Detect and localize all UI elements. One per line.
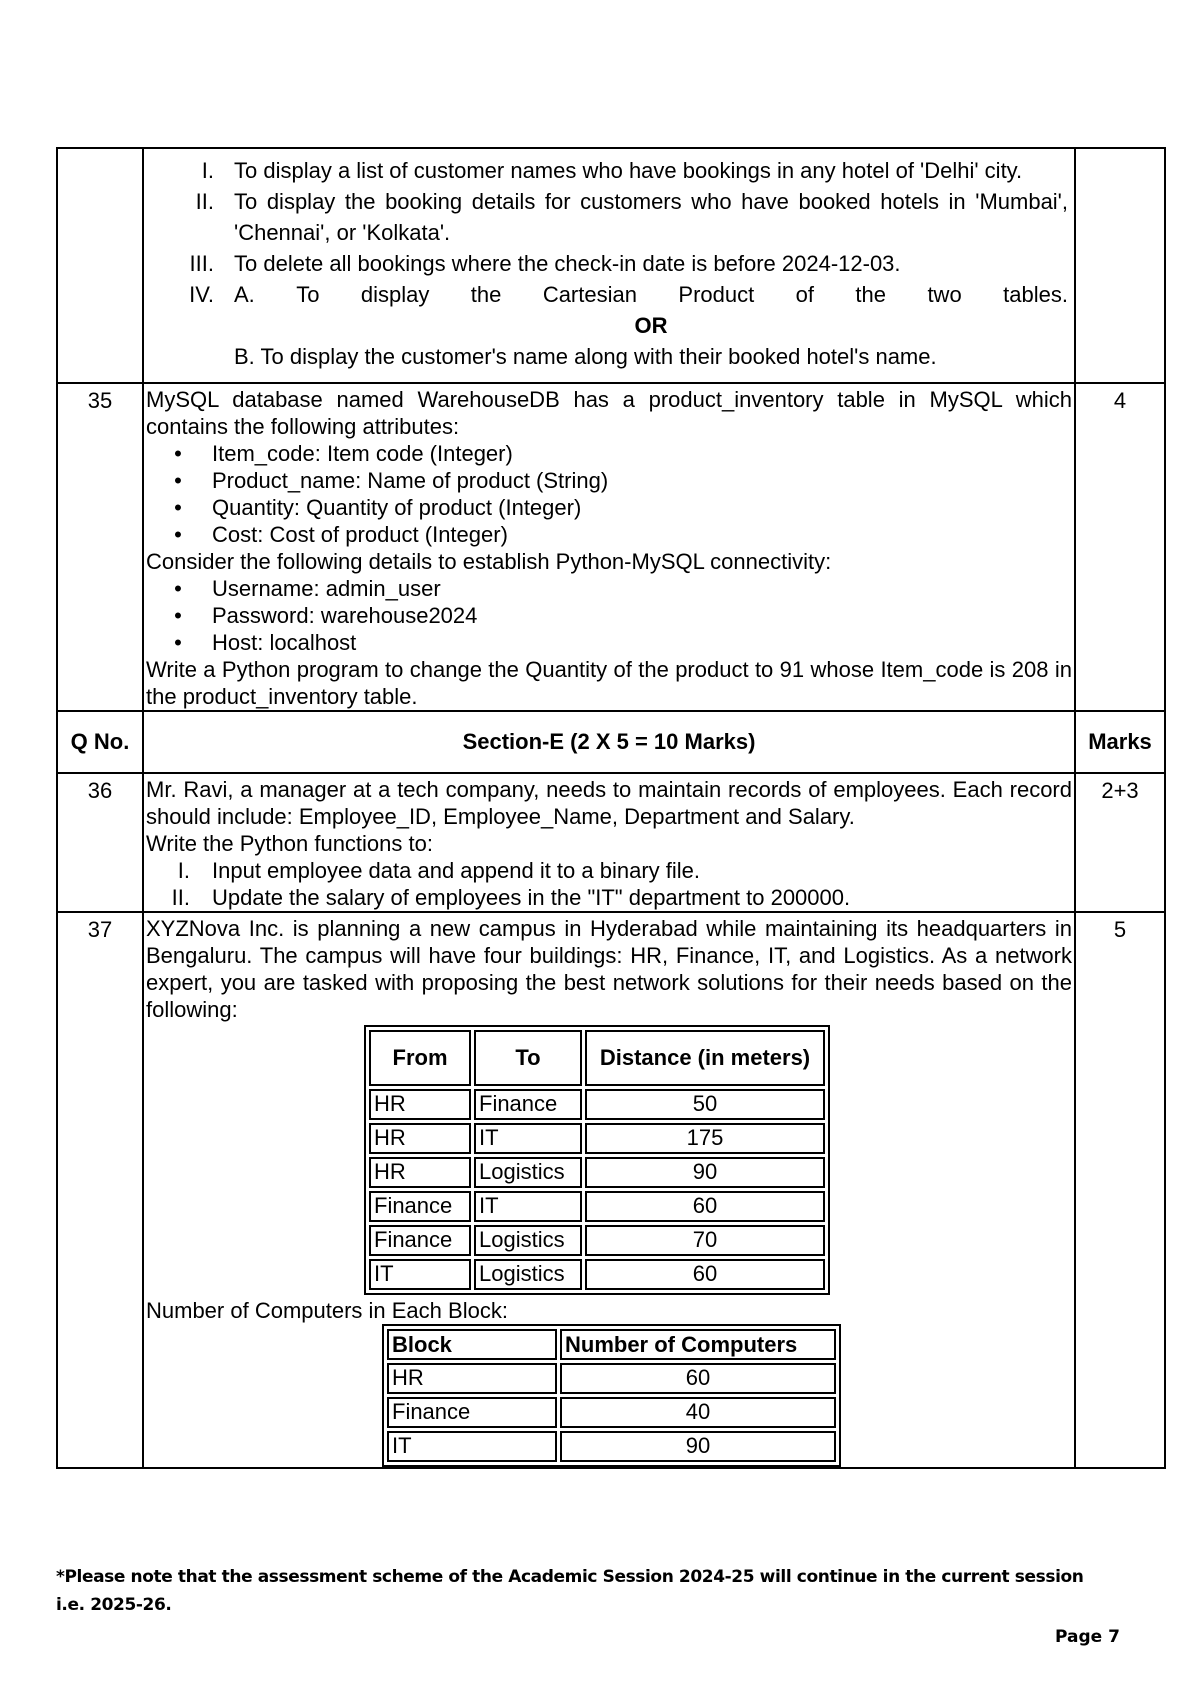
- page-number: Page 7: [1055, 1627, 1120, 1647]
- computers-header-row: [387, 1329, 836, 1360]
- table-row: IT 90: [387, 1431, 836, 1462]
- table-row: IT Logistics 60: [369, 1259, 825, 1290]
- question-table: [56, 147, 1166, 1469]
- item-number: III.: [189, 251, 214, 276]
- column-header: To: [474, 1030, 582, 1086]
- q35-number: 35: [57, 383, 143, 711]
- connection-item: • Username: admin_user: [174, 576, 441, 601]
- q36-parts: [144, 857, 1074, 911]
- computers-table: [382, 1324, 841, 1467]
- table-row: Finance Logistics 70: [369, 1225, 825, 1256]
- table-row: HR Finance 50: [369, 1089, 825, 1120]
- item-number: II.: [195, 189, 214, 214]
- connection-item: • Password: warehouse2024: [174, 603, 478, 628]
- q36-row: [57, 773, 1165, 912]
- q36-number: 36: [57, 773, 143, 912]
- q34-continued-row: [57, 148, 1165, 383]
- item-number: IV.: [189, 282, 214, 307]
- column-header: Block: [387, 1329, 557, 1360]
- q34-body: [143, 148, 1075, 383]
- item-number: I.: [201, 158, 214, 183]
- item-4-body: [234, 279, 1068, 372]
- q36-text: Mr. Ravi, a manager at a tech company, needs to maintain records of employees. Each record should include: Employee_ID, Employee_Name, Department and Salary.: [146, 777, 1072, 829]
- attribute-item: • Product_name: Name of product (String): [174, 468, 609, 493]
- assessment-note: *Please note that the assessment scheme of the Academic Session 2024-25 will continue in the current session i.e. 2025-26.: [56, 1567, 1084, 1615]
- table-row: Finance 40: [387, 1397, 836, 1428]
- section-header-row: [57, 711, 1165, 773]
- q37-body: [143, 912, 1075, 1468]
- computers-label: Number of Computers in Each Block:: [146, 1298, 508, 1323]
- table-row: HR 60: [387, 1363, 836, 1394]
- q34-item: [144, 155, 1068, 186]
- table-row: HR IT 175: [369, 1123, 825, 1154]
- table-row: HR Logistics 90: [369, 1157, 825, 1188]
- connection-item: • Host: localhost: [174, 630, 357, 655]
- q35-intro: MySQL database named WarehouseDB has a product_inventory table in MySQL which contains the following attributes:: [146, 387, 1072, 439]
- q34-marks-cell: [1075, 148, 1165, 383]
- q37-marks: 5: [1075, 912, 1165, 1468]
- q34-qno-cell: [57, 148, 143, 383]
- q36-body: [143, 773, 1075, 912]
- distance-header-row: [369, 1030, 825, 1086]
- q35-task: Write a Python program to change the Quantity of the product to 91 whose Item_code is 208 in the product_inventory table.: [146, 657, 1072, 709]
- attribute-list: [144, 440, 1074, 548]
- column-header: From: [369, 1030, 471, 1086]
- q37-number: 37: [57, 912, 143, 1468]
- column-header: Number of Computers: [560, 1329, 836, 1360]
- q35-connect-intro: Consider the following details to establish Python-MySQL connectivity:: [146, 549, 832, 574]
- column-header: Distance (in meters): [585, 1030, 825, 1086]
- section-title: Section-E (2 X 5 = 10 Marks): [143, 711, 1075, 773]
- q37-text: XYZNova Inc. is planning a new campus in Hyderabad while maintaining its headquarters in Bengaluru. The campus will have four buildings: HR, Finance, IT, and Logistics. As a network expert, you are tasked with proposing the best network solutions for their needs based on the following:: [146, 916, 1072, 1022]
- q36-instruction: Write the Python functions to:: [146, 831, 433, 856]
- item-text: To display a list of customer names who have bookings in any hotel of 'Delhi' city.: [234, 158, 1023, 183]
- q34-item: [144, 248, 1068, 279]
- q35-marks: 4: [1075, 383, 1165, 711]
- q34-item: [144, 186, 1068, 248]
- q34-item-4: [144, 279, 1068, 372]
- attribute-item: • Item_code: Item code (Integer): [174, 441, 513, 466]
- q36-marks: 2+3: [1075, 773, 1165, 912]
- item-4a-text: A. To display the Cartesian Product of the two tables.: [234, 282, 1068, 307]
- q36-part: I. Input employee data and append it to a binary file.: [177, 858, 701, 883]
- q36-part: II. Update the salary of employees in the "IT" department to 200000.: [171, 885, 851, 910]
- item-text: To display the booking details for customers who have booked hotels in 'Mumbai', 'Chennai', or 'Kolkata'.: [234, 189, 1068, 245]
- q37-row: [57, 912, 1165, 1468]
- q35-row: [57, 383, 1165, 711]
- item-text: To delete all bookings where the check-in date is before 2024-12-03.: [234, 251, 901, 276]
- table-row: Finance IT 60: [369, 1191, 825, 1222]
- qno-header: Q No.: [57, 711, 143, 773]
- marks-header: Marks: [1075, 711, 1165, 773]
- attribute-item: • Quantity: Quantity of product (Integer): [174, 495, 582, 520]
- connection-list: [144, 575, 1074, 656]
- or-label: OR: [634, 313, 668, 338]
- q35-body: [143, 383, 1075, 711]
- distance-table: [364, 1025, 830, 1295]
- attribute-item: • Cost: Cost of product (Integer): [174, 522, 508, 547]
- item-4b-text: B. To display the customer's name along with their booked hotel's name.: [234, 344, 937, 369]
